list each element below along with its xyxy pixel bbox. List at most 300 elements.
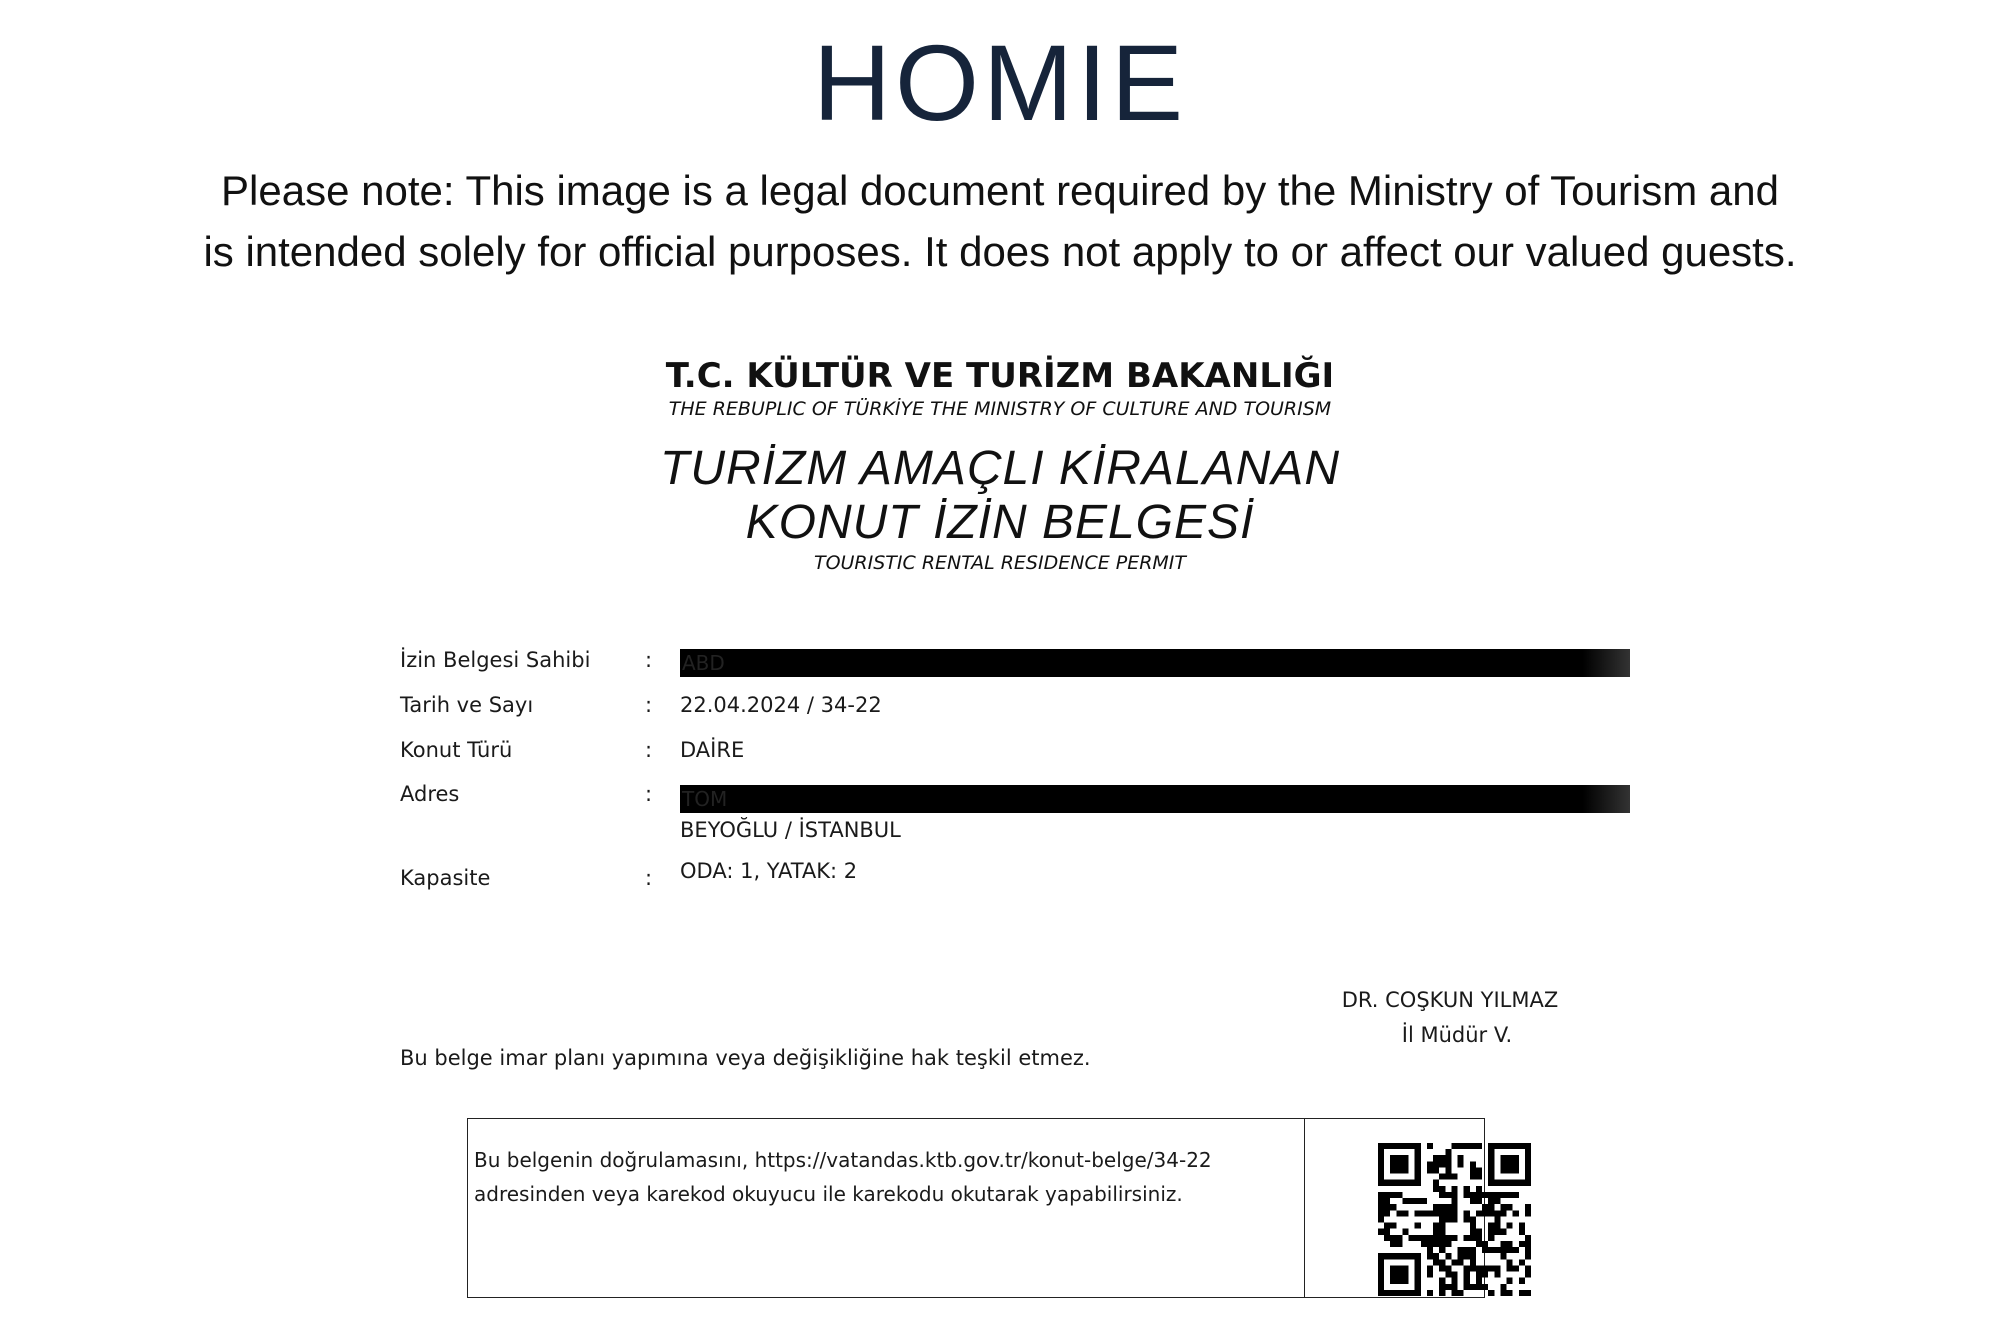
- qr-module: [1445, 1210, 1451, 1216]
- date-number-value: 22.04.2024 / 34-22: [680, 693, 882, 717]
- qr-module: [1451, 1290, 1457, 1296]
- qr-module: [1525, 1174, 1531, 1180]
- qr-module: [1445, 1253, 1451, 1259]
- qr-module: [1500, 1247, 1506, 1253]
- qr-module: [1500, 1180, 1506, 1186]
- qr-module: [1390, 1155, 1396, 1161]
- qr-module: [1507, 1155, 1513, 1161]
- qr-module: [1513, 1167, 1519, 1173]
- qr-module: [1439, 1186, 1445, 1192]
- qr-module: [1464, 1210, 1470, 1216]
- qr-module: [1488, 1155, 1494, 1161]
- qr-module: [1390, 1161, 1396, 1167]
- qr-module: [1415, 1210, 1421, 1216]
- qr-module: [1402, 1161, 1408, 1167]
- qr-module: [1402, 1155, 1408, 1161]
- qr-module: [1500, 1161, 1506, 1167]
- qr-module: [1488, 1161, 1494, 1167]
- qr-module: [1384, 1253, 1390, 1259]
- qr-module: [1439, 1265, 1445, 1271]
- qr-module: [1445, 1235, 1451, 1241]
- qr-module: [1507, 1204, 1513, 1210]
- qr-module: [1476, 1241, 1482, 1247]
- qr-module: [1415, 1167, 1421, 1173]
- qr-module: [1470, 1198, 1476, 1204]
- qr-module: [1439, 1155, 1445, 1161]
- qr-module: [1439, 1259, 1445, 1265]
- qr-module: [1500, 1210, 1506, 1216]
- qr-module: [1488, 1149, 1494, 1155]
- qr-module: [1482, 1284, 1488, 1290]
- qr-module: [1488, 1143, 1494, 1149]
- qr-module: [1378, 1149, 1384, 1155]
- qr-module: [1488, 1229, 1494, 1235]
- qr-module: [1494, 1229, 1500, 1235]
- qr-module: [1470, 1174, 1476, 1180]
- qr-module: [1470, 1192, 1476, 1198]
- qr-module: [1445, 1149, 1451, 1155]
- qr-module: [1451, 1259, 1457, 1265]
- qr-module: [1433, 1186, 1439, 1192]
- qr-module: [1409, 1253, 1415, 1259]
- qr-module: [1415, 1290, 1421, 1296]
- qr-module: [1500, 1253, 1506, 1259]
- qr-module: [1476, 1174, 1482, 1180]
- qr-module: [1470, 1235, 1476, 1241]
- qr-module: [1415, 1149, 1421, 1155]
- qr-module: [1500, 1143, 1506, 1149]
- qr-module: [1525, 1167, 1531, 1173]
- qr-module: [1396, 1180, 1402, 1186]
- qr-module: [1384, 1192, 1390, 1198]
- qr-module: [1433, 1167, 1439, 1173]
- qr-module: [1384, 1198, 1390, 1204]
- qr-module: [1433, 1204, 1439, 1210]
- qr-module: [1525, 1253, 1531, 1259]
- qr-module: [1525, 1272, 1531, 1278]
- qr-module: [1378, 1143, 1384, 1149]
- qr-module: [1451, 1143, 1457, 1149]
- qr-module: [1488, 1210, 1494, 1216]
- qr-module: [1513, 1143, 1519, 1149]
- qr-module: [1507, 1247, 1513, 1253]
- qr-module: [1476, 1186, 1482, 1192]
- qr-module: [1439, 1161, 1445, 1167]
- qr-module: [1427, 1161, 1433, 1167]
- qr-module: [1396, 1192, 1402, 1198]
- qr-module: [1439, 1216, 1445, 1222]
- qr-module: [1409, 1290, 1415, 1296]
- qr-module: [1427, 1241, 1433, 1247]
- qr-module: [1402, 1167, 1408, 1173]
- qr-module: [1451, 1204, 1457, 1210]
- qr-module: [1378, 1290, 1384, 1296]
- permit-title: [0, 442, 2000, 550]
- qr-module: [1482, 1241, 1488, 1247]
- qr-module: [1415, 1198, 1421, 1204]
- qr-module: [1439, 1223, 1445, 1229]
- qr-module: [1378, 1192, 1384, 1198]
- holder-value: ABD: [682, 651, 725, 675]
- qr-module: [1396, 1210, 1402, 1216]
- qr-module: [1476, 1167, 1482, 1173]
- qr-module: [1378, 1204, 1384, 1210]
- qr-module: [1464, 1265, 1470, 1271]
- qr-module: [1494, 1180, 1500, 1186]
- qr-module: [1433, 1210, 1439, 1216]
- qr-module: [1445, 1161, 1451, 1167]
- qr-module: [1488, 1290, 1494, 1296]
- qr-module: [1396, 1161, 1402, 1167]
- verification-line-2: adresinden veya karekod okuyucu ile karekodu okutarak yapabilirsiniz.: [474, 1182, 1183, 1206]
- qr-module: [1500, 1155, 1506, 1161]
- qr-module: [1494, 1210, 1500, 1216]
- qr-module: [1513, 1210, 1519, 1216]
- qr-module: [1525, 1265, 1531, 1271]
- qr-module: [1433, 1253, 1439, 1259]
- qr-module: [1409, 1180, 1415, 1186]
- qr-module: [1390, 1235, 1396, 1241]
- qr-module: [1445, 1174, 1451, 1180]
- qr-module: [1396, 1290, 1402, 1296]
- qr-module: [1409, 1198, 1415, 1204]
- qr-module: [1415, 1278, 1421, 1284]
- qr-module: [1415, 1223, 1421, 1229]
- qr-module: [1513, 1247, 1519, 1253]
- qr-module: [1507, 1278, 1513, 1284]
- qr-module: [1464, 1192, 1470, 1198]
- qr-module: [1427, 1265, 1433, 1271]
- qr-module: [1482, 1272, 1488, 1278]
- qr-module: [1384, 1229, 1390, 1235]
- qr-module: [1445, 1265, 1451, 1271]
- qr-module: [1427, 1143, 1433, 1149]
- address-label: Adres: [400, 782, 460, 806]
- qr-module: [1519, 1180, 1525, 1186]
- permit-title-line-2: KONUT İZİN BELGESİ: [745, 496, 1255, 549]
- qr-module: [1458, 1259, 1464, 1265]
- qr-module: [1476, 1265, 1482, 1271]
- qr-module: [1482, 1192, 1488, 1198]
- qr-module: [1415, 1265, 1421, 1271]
- qr-module: [1427, 1253, 1433, 1259]
- qr-module: [1507, 1265, 1513, 1271]
- qr-module: [1494, 1247, 1500, 1253]
- qr-module: [1464, 1247, 1470, 1253]
- qr-module: [1427, 1247, 1433, 1253]
- qr-module: [1464, 1186, 1470, 1192]
- qr-module: [1464, 1253, 1470, 1259]
- qr-module: [1488, 1247, 1494, 1253]
- qr-module: [1433, 1241, 1439, 1247]
- qr-module: [1470, 1229, 1476, 1235]
- qr-module: [1445, 1272, 1451, 1278]
- qr-module: [1476, 1284, 1482, 1290]
- qr-module: [1488, 1265, 1494, 1271]
- qr-module: [1525, 1180, 1531, 1186]
- qr-module: [1433, 1180, 1439, 1186]
- qr-module: [1402, 1180, 1408, 1186]
- qr-module: [1427, 1272, 1433, 1278]
- qr-module: [1476, 1278, 1482, 1284]
- qr-module: [1439, 1174, 1445, 1180]
- qr-module: [1378, 1216, 1384, 1222]
- qr-module: [1378, 1180, 1384, 1186]
- qr-module: [1519, 1143, 1525, 1149]
- qr-module: [1494, 1192, 1500, 1198]
- capacity-value: ODA: 1, YATAK: 2: [680, 859, 858, 883]
- residence-type-label: Konut Türü: [400, 738, 513, 762]
- notice-line-2: is intended solely for official purposes. It does not apply to or affect our valued guests.: [203, 228, 1797, 275]
- address-colon: :: [645, 782, 653, 806]
- qr-module: [1378, 1155, 1384, 1161]
- permit-subtitle: TOURISTIC RENTAL RESIDENCE PERMIT: [813, 552, 1187, 574]
- qr-module: [1378, 1272, 1384, 1278]
- qr-module: [1439, 1192, 1445, 1198]
- qr-module: [1458, 1247, 1464, 1253]
- qr-module: [1396, 1155, 1402, 1161]
- qr-module: [1378, 1259, 1384, 1265]
- qr-module: [1519, 1229, 1525, 1235]
- qr-module: [1513, 1192, 1519, 1198]
- qr-module: [1415, 1180, 1421, 1186]
- qr-module: [1384, 1180, 1390, 1186]
- verification-line-1: Bu belgenin doğrulamasını, https://vatandas.ktb.gov.tr/konut-belge/34-22: [474, 1148, 1212, 1172]
- qr-module: [1396, 1241, 1402, 1247]
- qr-module: [1470, 1253, 1476, 1259]
- qr-module: [1439, 1284, 1445, 1290]
- qr-module: [1476, 1143, 1482, 1149]
- qr-module: [1433, 1235, 1439, 1241]
- qr-module: [1445, 1155, 1451, 1161]
- qr-module: [1439, 1235, 1445, 1241]
- qr-module: [1445, 1241, 1451, 1247]
- qr-module: [1451, 1186, 1457, 1192]
- qr-module: [1482, 1204, 1488, 1210]
- qr-module: [1390, 1272, 1396, 1278]
- qr-module: [1507, 1161, 1513, 1167]
- qr-module: [1390, 1223, 1396, 1229]
- qr-module: [1458, 1161, 1464, 1167]
- qr-module: [1451, 1192, 1457, 1198]
- address-value: TOM: [682, 787, 728, 811]
- qr-module: [1525, 1235, 1531, 1241]
- qr-module: [1445, 1284, 1451, 1290]
- qr-module: [1464, 1278, 1470, 1284]
- residence-type-colon: :: [645, 738, 653, 762]
- qr-module: [1396, 1143, 1402, 1149]
- qr-module: [1378, 1284, 1384, 1290]
- qr-module: [1390, 1192, 1396, 1198]
- capacity-label: Kapasite: [400, 866, 491, 890]
- qr-module: [1402, 1210, 1408, 1216]
- qr-module: [1507, 1192, 1513, 1198]
- qr-module: [1476, 1272, 1482, 1278]
- qr-module: [1409, 1143, 1415, 1149]
- qr-module: [1500, 1284, 1506, 1290]
- qr-module: [1433, 1259, 1439, 1265]
- notice-line-1: Please note: This image is a legal document required by the Ministry of Tourism and: [221, 167, 1779, 214]
- qr-module: [1488, 1204, 1494, 1210]
- qr-module: [1525, 1143, 1531, 1149]
- qr-module: [1494, 1272, 1500, 1278]
- holder-redaction: [680, 649, 1630, 677]
- qr-module: [1494, 1216, 1500, 1222]
- qr-module: [1470, 1284, 1476, 1290]
- qr-module: [1427, 1290, 1433, 1296]
- qr-module: [1402, 1278, 1408, 1284]
- qr-module: [1402, 1198, 1408, 1204]
- qr-module: [1378, 1161, 1384, 1167]
- qr-module: [1519, 1223, 1525, 1229]
- qr-module: [1402, 1229, 1408, 1235]
- qr-module: [1390, 1265, 1396, 1271]
- qr-module: [1476, 1198, 1482, 1204]
- qr-module: [1415, 1235, 1421, 1241]
- qr-module: [1476, 1235, 1482, 1241]
- qr-module: [1500, 1192, 1506, 1198]
- qr-module: [1500, 1167, 1506, 1173]
- qr-module: [1470, 1247, 1476, 1253]
- qr-module: [1396, 1235, 1402, 1241]
- qr-module: [1488, 1192, 1494, 1198]
- qr-module: [1525, 1210, 1531, 1216]
- qr-module: [1451, 1278, 1457, 1284]
- qr-module: [1513, 1180, 1519, 1186]
- qr-module: [1402, 1143, 1408, 1149]
- qr-module: [1482, 1265, 1488, 1271]
- qr-module: [1384, 1235, 1390, 1241]
- qr-module: [1500, 1290, 1506, 1296]
- qr-module: [1390, 1180, 1396, 1186]
- holder-label: İzin Belgesi Sahibi: [400, 648, 591, 672]
- qr-module: [1525, 1290, 1531, 1296]
- qr-module: [1525, 1241, 1531, 1247]
- qr-module: [1451, 1235, 1457, 1241]
- qr-module: [1464, 1284, 1470, 1290]
- qr-module: [1476, 1210, 1482, 1216]
- qr-module: [1384, 1223, 1390, 1229]
- qr-module: [1378, 1278, 1384, 1284]
- qr-module: [1464, 1272, 1470, 1278]
- qr-module: [1384, 1210, 1390, 1216]
- qr-module: [1519, 1241, 1525, 1247]
- qr-module: [1488, 1198, 1494, 1204]
- qr-module: [1451, 1210, 1457, 1216]
- qr-module: [1488, 1235, 1494, 1241]
- qr-module: [1482, 1247, 1488, 1253]
- qr-module: [1384, 1204, 1390, 1210]
- qr-module: [1445, 1192, 1451, 1198]
- qr-module: [1390, 1167, 1396, 1173]
- qr-module: [1378, 1198, 1384, 1204]
- qr-module: [1525, 1155, 1531, 1161]
- qr-module: [1451, 1284, 1457, 1290]
- qr-module: [1378, 1265, 1384, 1271]
- brand-logo: HOMIE: [812, 22, 1187, 143]
- qr-module: [1464, 1216, 1470, 1222]
- ministry-subtitle: THE REBUPLIC OF TÜRKİYE THE MINISTRY OF CULTURE AND TOURISM: [668, 398, 1332, 420]
- qr-module: [1415, 1272, 1421, 1278]
- qr-module: [1451, 1174, 1457, 1180]
- qr-module: [1458, 1143, 1464, 1149]
- qr-module: [1439, 1241, 1445, 1247]
- qr-module: [1507, 1259, 1513, 1265]
- qr-module: [1378, 1229, 1384, 1235]
- qr-module: [1439, 1290, 1445, 1296]
- qr-module: [1458, 1253, 1464, 1259]
- qr-module: [1402, 1272, 1408, 1278]
- qr-module: [1519, 1278, 1525, 1284]
- qr-module: [1451, 1272, 1457, 1278]
- qr-module: [1439, 1210, 1445, 1216]
- qr-module: [1451, 1198, 1457, 1204]
- qr-module: [1384, 1143, 1390, 1149]
- qr-module: [1476, 1229, 1482, 1235]
- date-number-colon: :: [645, 693, 653, 717]
- qr-module: [1451, 1216, 1457, 1222]
- qr-module: [1433, 1161, 1439, 1167]
- qr-module: [1415, 1284, 1421, 1290]
- qr-code-icon[interactable]: [1378, 1143, 1531, 1296]
- qr-module: [1464, 1235, 1470, 1241]
- qr-module: [1421, 1235, 1427, 1241]
- qr-module: [1396, 1253, 1402, 1259]
- qr-module: [1507, 1180, 1513, 1186]
- qr-module: [1470, 1216, 1476, 1222]
- qr-module: [1390, 1290, 1396, 1296]
- permit-title-line-1: TURİZM AMAÇLI KİRALANAN: [660, 442, 1340, 495]
- qr-module: [1507, 1167, 1513, 1173]
- qr-module: [1396, 1278, 1402, 1284]
- qr-module: [1439, 1229, 1445, 1235]
- qr-module: [1415, 1259, 1421, 1265]
- qr-module: [1525, 1149, 1531, 1155]
- qr-module: [1507, 1143, 1513, 1149]
- qr-module: [1415, 1174, 1421, 1180]
- qr-module: [1513, 1155, 1519, 1161]
- qr-module: [1390, 1253, 1396, 1259]
- qr-module: [1519, 1290, 1525, 1296]
- qr-module: [1402, 1290, 1408, 1296]
- qr-module: [1525, 1161, 1531, 1167]
- qr-module: [1525, 1204, 1531, 1210]
- notice-text: [60, 160, 1940, 282]
- residence-type-value: DAİRE: [680, 738, 745, 762]
- qr-module: [1427, 1235, 1433, 1241]
- qr-module: [1445, 1204, 1451, 1210]
- qr-module: [1378, 1167, 1384, 1173]
- signatory-name: DR. COŞKUN YILMAZ: [1341, 988, 1559, 1012]
- qr-module: [1458, 1155, 1464, 1161]
- qr-module: [1488, 1174, 1494, 1180]
- qr-module: [1396, 1167, 1402, 1173]
- qr-module: [1378, 1253, 1384, 1259]
- qr-module: [1439, 1278, 1445, 1284]
- qr-module: [1427, 1210, 1433, 1216]
- qr-module: [1507, 1223, 1513, 1229]
- qr-module: [1494, 1265, 1500, 1271]
- qr-module: [1415, 1143, 1421, 1149]
- qr-module: [1439, 1204, 1445, 1210]
- qr-module: [1445, 1167, 1451, 1173]
- qr-module: [1390, 1278, 1396, 1284]
- qr-module: [1470, 1167, 1476, 1173]
- disclaimer-text: Bu belge imar planı yapımına veya değişikliğine hak teşkil etmez.: [400, 1046, 1091, 1070]
- qr-module: [1396, 1272, 1402, 1278]
- qr-module: [1421, 1241, 1427, 1247]
- qr-module: [1390, 1143, 1396, 1149]
